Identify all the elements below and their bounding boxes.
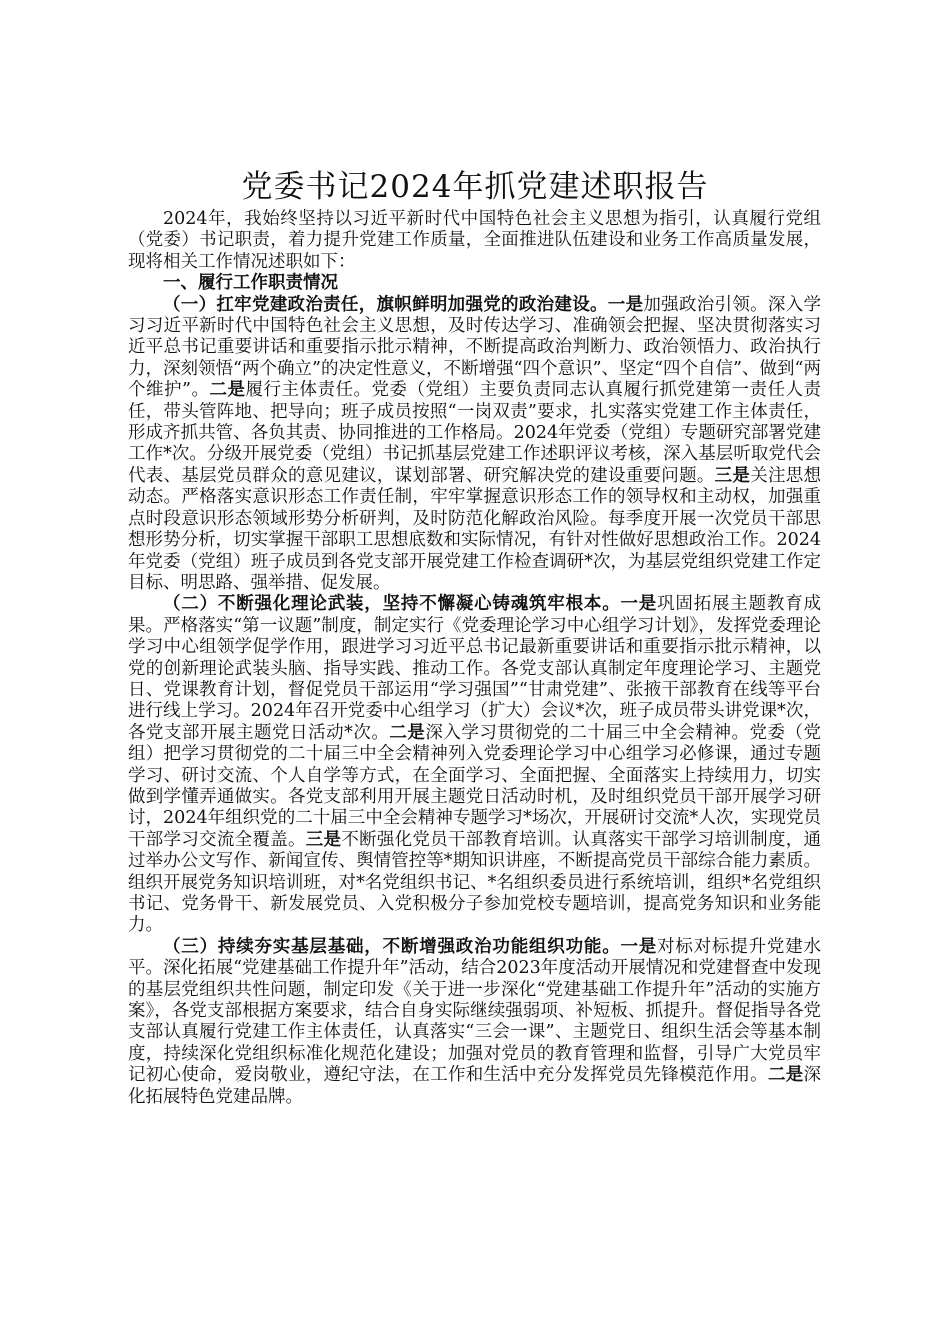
paragraph-theory-study — [128, 594, 821, 937]
paragraph-grassroots-foundation — [128, 937, 821, 1108]
point-marker: 二是 — [209, 380, 246, 401]
paragraph-text: 深入学习贯彻党的二十届三中全会精神。党委（党组）把学习贯彻党的二十届三中全会精神列入党委理论学习中心组学习必修课，通过专题学习、研讨交流、个人自学等方式，在全面学习、全面把握、全面落实上持续用力，切实做到学懂弄通做实。各党支部利用开展主题党日活动时机，及时组织党员干部开展学习研讨，2024年组织党的二十届三中全会精神专题学习*场次，开展研讨交流*人次，实现党员干部学习交流全覆盖。 — [128, 722, 822, 850]
document-body — [128, 209, 821, 1108]
paragraph-heading: （三）持续夯实基层基础，不断增强政治功能组织功能。 — [163, 936, 621, 957]
paragraph-text: 履行主体责任。党委（党组）主要负责同志认真履行抓党建第一责任人责任，带头管阵地、把导向；班子成员按照“一岗双责”要求，扎实落实党建工作主体责任，形成齐抓共管、各负其责、协同推进的工作格局。2024年党委（党组）专题研究部署党建工作*次。分级开展党委（党组）书记抓基层党建工作述职评议考核，深入基层听取党代会代表、基层党员群众的意见建议，谋划部署、研究解决党的建设重要问题。 — [128, 380, 822, 486]
point-marker: 二是 — [767, 1065, 804, 1086]
point-marker: 三是 — [714, 465, 751, 486]
paragraph-text: 加强政治引领。深入学习习近平新时代中国特色社会主义思想，及时传达学习、准确领会把握、坚决贯彻落实习近平总书记重要讲话和重要指示批示精神，不断提高政治判断力、政治领悟力、政治执行力，深刻领悟“两个确立”的决定性意义，不断增强“四个意识”、坚定“四个自信”、做到“两个维护”。 — [128, 294, 822, 401]
paragraph-heading: （二）不断强化理论武装，坚持不懈凝心铸魂筑牢根本。 — [163, 594, 621, 615]
paragraph-text: 不断强化党员干部教育培训。认真落实干部学习培训制度，通过举办公文写作、新闻宣传、舆情管控等*期知识讲座，不断提高党员干部综合能力素质。组织开展党务知识培训班，对*名党组织书记、*名组织委员进行系统培训，组织*名党组织书记、党务骨干、新发展党员、入党积极分子参加党校专题培训，提高党务知识和业务能力。 — [128, 829, 822, 936]
section-heading: 一、履行工作职责情况 — [163, 273, 338, 294]
paragraph-text: 对标对标提升党建水平。深化拓展“党建基础工作提升年”活动，结合2023年度活动开展情况和党建督查中发现的基层党组织共性问题，制定印发《关于进一步深化“党建基础工作提升年”活动的实施方案》，各党支部根据方案要求，结合自身实际继续强弱项、补短板、抓提升。督促指导各党支部认真履行党建工作主体责任，认真落实“三会一课”、主题党日、组织生活会等基本制度，持续深化党组织标准化规范化建设；加强对党员的教育管理和监督，引导广大党员牢记初心使命，爱岗敬业，遵纪守法，在工作和生活中充分发挥党员先锋模范作用。 — [128, 936, 822, 1086]
point-marker: 一是 — [620, 594, 658, 615]
document-title: 党委书记2024年抓党建述职报告 — [241, 169, 709, 205]
paragraph-text: 关注思想动态。严格落实意识形态工作责任制，牢牢掌握意识形态工作的领导权和主动权，加强重点时段意识形态领域形势分析研判，及时防范化解政治风险。每季度开展一次党员干部思想形势分析，切实掌握干部职工思想底数和实际情况，有针对性做好思想政治工作。2024年党委（党组）班子成员到各党支部开展党建工作检查调研*次，为基层党组织党建工作定目标、明思路、强举措、促发展。 — [128, 465, 822, 593]
point-marker: 三是 — [305, 829, 342, 850]
paragraph-political-responsibility — [128, 295, 821, 595]
paragraph-heading: （一）扛牢党建政治责任，旗帜鲜明加强党的政治建设。 — [163, 294, 608, 315]
intro-paragraph: 2024年，我始终坚持以习近平新时代中国特色社会主义思想为指引，认真履行党组（党委）书记职责，着力提升党建工作质量，全面推进队伍建设和业务工作高质量发展，现将相关工作情况述职如下： — [128, 209, 821, 272]
point-marker: 二是 — [389, 722, 426, 743]
paragraph-text: 深化拓展特色党建品牌。 — [128, 1065, 822, 1107]
point-marker: 一是 — [607, 294, 644, 315]
point-marker: 一是 — [620, 936, 658, 957]
paragraph-text: 巩固拓展主题教育成果。严格落实“第一议题”制度，制定实行《党委理论学习中心组学习计划》，发挥党委理论学习中心组领学促学作用，跟进学习习近平总书记最新重要讲话和重要指示批示精神，以党的创新理论武装头脑、指导实践、推动工作。各党支部认真制定年度理论学习、主题党日、党课教育计划，督促党员干部运用“学习强国”“甘肃党建”、张掖干部教育在线等平台进行线上学习。2024年召开党委中心组学习（扩大）会议*次，班子成员带头讲党课*次，各党支部开展主题党日活动*次。 — [128, 594, 822, 743]
